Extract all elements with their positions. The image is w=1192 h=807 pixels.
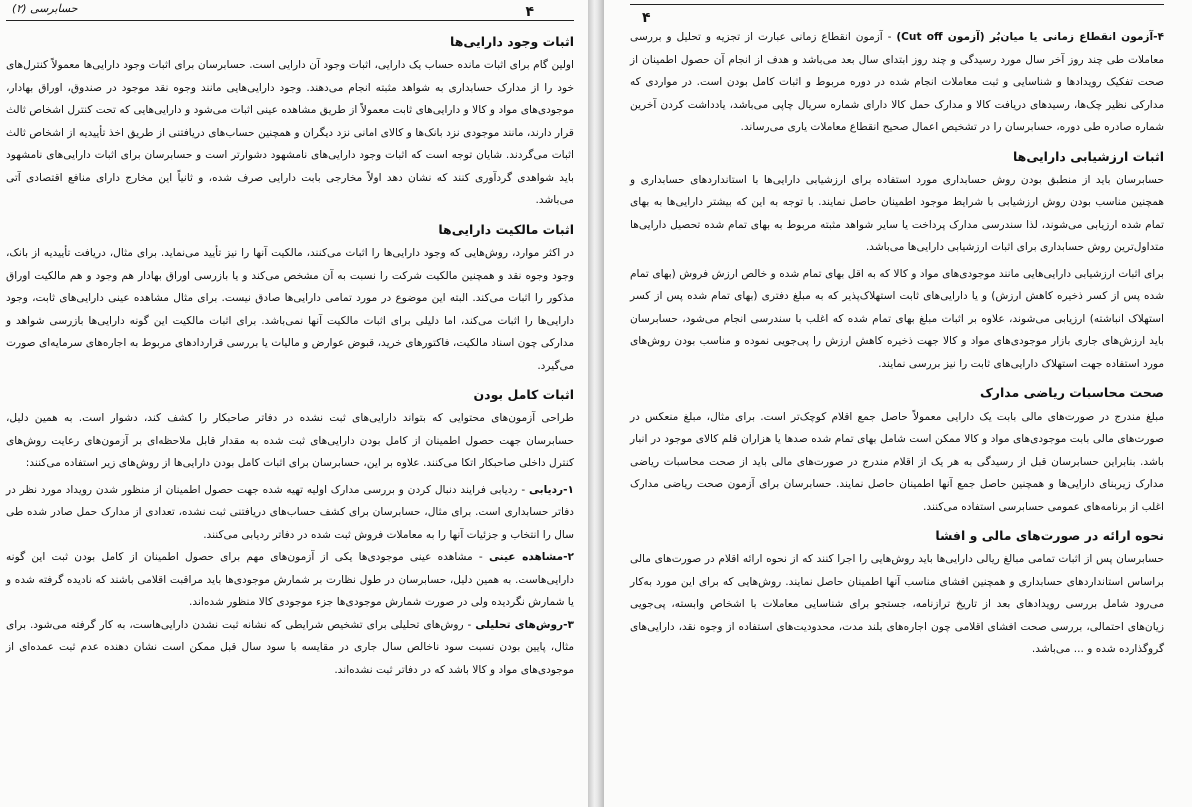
paragraph-ownership: در اکثر موارد، روش‌هایی که وجود دارایی‌ها را اثبات می‌کنند، مالکیت آنها را نیز تأیید می‌نماید. برای مثال، دریافت تأییدیه از بانک، وجود وجوه نقد و همچنین مالکیت شرکت را نسبت به آن مشخص می‌کند و یا بازرسی اوراق بهادار هم وجود و هم مالکیت اوراق مذکور را اثبات می‌کند. البته این موضوع در مورد تمامی دارایی‌ها صادق نیست. برای مثال مشاهده عینی دارایی‌های ثابت، وجود دارایی‌ها را اثبات می‌کند، اما دلیلی برای اثبات مالکیت آنها نمی‌باشد. برای اثبات مالکیت این گونه دارایی‌ها بازرسی شواهد و مدارکی چون اسناد مالکیت، فاکتورهای خرید، قبوض عوارض و مالیات یا بررسی قراردادهای مربوط به اجاره‌های سرمایه‌ای صورت می‌گیرد. [6,247,574,372]
section-title-presentation: نحوه ارائه در صورت‌های مالی و افشا [935,528,1164,543]
section-title-accuracy: صحت محاسبات ریاضی مدارک [979,385,1164,401]
list-item-label: ۳-روش‌های تحلیلی [475,618,574,631]
list-item-label: ۴-آزمون انقطاع زمانی یا میان‌بُر (آزمون Cut off) [896,31,1164,43]
paragraph-existence: اولین گام برای اثبات مانده حساب یک دارایی، اثبات وجود آن دارایی است. حسابرسان برای اثبات وجود دارایی‌ها معمولاً کنترل‌های خود را از مدارک حسابداری به شواهد مثبته انجام می‌دهند. وجود دارایی‌هایی مانند وجوه نقد موجود در صندوق، اوراق بهادار، موجودی‌های مواد و کالا و دارایی‌های ثابت معمولاً از طریق مشاهده عینی اثبات می‌شود و دارایی‌هایی که تحت کنترل اشخاص ثالث قرار دارند، مانند موجودی نزد بانک‌ها و کالای امانی نزد دیگران و همچنین حساب‌های دریافتنی از طریق اخذ تأییدیه از اشخاص ثالث اثبات می‌گردند. شایان توجه است که اثبات وجود دارایی‌های نامشهود دشوارتر است و حسابرسان برای اثبات دارایی‌های نامشهود باید شواهدی گردآوری کنند که نشان دهد اولاً مخارجی بابت دارایی صرف شده، و ثانیاً این مخارج دارای منافع اقتصادی آتی می‌باشد. [6,59,574,207]
list-item-text: - روش‌های تحلیلی برای تشخیص شرایطی که نشانه ثبت نشدن دارایی‌هاست، به کار گرفته می‌شود. برای مثال، پایین بودن نسبت سود ناخالص سال جاری در مقایسه با سود سال قبل ممکن است نشان دهنده عدم ثبت عمده‌ای از موجودی‌های مواد و کالا باشد که در دفاتر ثبت نشده‌اند. [6,618,574,676]
section-title-existence: اثبات وجود دارایی‌ها [450,34,574,49]
page-header [6,0,574,26]
section-title-valuation: اثبات ارزشیابی دارایی‌ها [1012,148,1164,164]
book-gutter [588,0,604,807]
list-item-tracing [6,479,574,547]
header-rule [630,4,1164,5]
page-number: ۴ [642,10,651,26]
paragraph-accuracy: مبلغ مندرج در صورت‌های مالی بابت یک دارایی معمولاً حاصل جمع اقلام کوچک‌تر است. برای مثال، مبلغ منعکس در صورت‌های مالی بابت موجودی‌های مواد و کالا ممکن است شامل بهای تمام شده صدها یا هزاران قلم کالای موجود در انبار باشد. بنابراین حسابرسان قبل از رسیدگی به هر یک از اقلام مندرج در صورت‌های مالی باید از صحت محاسبات ریاضی مدارک زیربنای دارایی‌ها و همچنین حاصل جمع آنها اطمینان حاصل نمایند. حسابرسان برای آزمون صحت ریاضی مدارک اغلب از برنامه‌های عمومی حسابرسی استفاده می‌کنند. [630,410,1164,513]
list-item-analytical [6,614,574,682]
running-head: حسابرسی (۲) [12,2,78,15]
list-item-text: - آزمون انقطاع زمانی عبارت از تجزیه و تحلیل و بررسی معاملات طی چند روز آخر سال مورد رسیدگی و چند روز ابتدای سال بعد می‌باشد و هدف از انجام آن حصول اطمینان از صحت تفکیک رویدادها و شناسایی و ثبت معاملات انجام شده در دوره مربوط و اثبات کامل بودن است. در مواردی که مدارکی نظیر چک‌ها، رسیدهای دریافت کالا و مدارک حمل کالا دارای شماره سریال چاپی می‌باشد، یادداشت کردن آخرین شماره صادره طی دوره، حسابرسان را در تشخیص اعمال صحیح انقطاع معاملات یاری می‌رساند. [630,31,1164,133]
list-item-text: - مشاهده عینی موجودی‌ها یکی از آزمون‌های مهم برای حصول اطمینان از کامل بودن ثبت این گونه دارایی‌هاست. به همین دلیل، حسابرسان در طول نظارت بر شمارش موجودی‌ها باید مراقبت اقلامی باشند که نادیده گرفته شده و یا شمارش نگردیده ولی در صورت شمارش موجودی‌ها جزء موجودی کالا منظور شده‌اند. [6,551,574,609]
section-title-completeness: اثبات کامل بودن [473,387,574,402]
paragraph-valuation-2: برای اثبات ارزشیابی دارایی‌هایی مانند موجودی‌های مواد و کالا که به اقل بهای تمام شده و خالص ارزش فروش (بهای تمام شده پس از کسر ذخیره کاهش ارزش) و یا دارایی‌های ثابت استهلاک‌پذیر که به مبلغ دفتری (بهای تمام شده پس از کسر استهلاک انباشته) ارزیابی می‌شوند، علاوه بر اثبات مبلغ بهای تمام شده که اغلب با سندرسی انجام می‌شود، حسابرسان باید ارزش‌های جاری بازار موجودی‌های مواد و کالا جهت ذخیره کاهش ارزش را پی‌جویی نموده و مناسب بودن روش‌های مورد استفاده جهت استهلاک دارایی‌های ثابت را نیز بررسی نمایند. [630,267,1164,370]
header-rule [6,20,574,21]
paragraph-presentation: حسابرسان پس از اثبات تمامی مبالغ ریالی دارایی‌ها باید روش‌هایی را اجرا کنند که از نحوه ارائه اقلام در صورت‌های مالی براساس استانداردهای حسابداری و همچنین افشای مناسب آنها اطمینان حاصل نمایند. روش‌هایی که برای این مورد به‌کار می‌رود شامل بررسی رویدادهای بعد از تاریخ ترازنامه، جستجو برای شناسایی معاملات با اشخاص وابسته، پی‌جویی زیان‌های احتمالی، بررسی صحت افشای اقلامی چون اجاره‌های بلند مدت، محدودیت‌های استفاده از وجوه نقد، دارایی‌های گروگذارده شده و ... می‌باشد. [630,553,1164,656]
left-page [0,0,588,807]
list-item-observation [6,546,574,614]
page-header [630,0,1164,26]
list-item-label: ۱-ردیابی [528,483,574,496]
page-number: ۴ [525,4,534,20]
list-item-label: ۲-مشاهده عینی [488,551,574,564]
list-item-cutoff [630,26,1164,139]
list-item-text: - ردیابی فرایند دنبال کردن و بررسی مدارک اولیه تهیه شده جهت حصول اطمینان از منظور شدن رویداد مورد نظر در دفاتر حسابداری است. برای مثال، حسابرسان برای کشف حساب‌های دریافتنی ثبت نشده، تعدادی از مدارک حمل صادر شده طی سال را انتخاب و جزئیات آنها را به معاملات فروش ثبت شده در دفاتر ردیابی می‌کنند. [6,483,574,541]
right-page [604,0,1192,807]
paragraph-valuation-1: حسابرسان باید از منطبق بودن روش حسابداری مورد استفاده برای ارزشیابی دارایی‌ها با استانداردهای حسابداری و همچنین مناسب بودن روش ارزشیابی با شرایط موجود اطمینان حاصل نمایند. با توجه به این که بیشتر دارایی‌ها به بهای تمام شده ارزیابی می‌شوند، لذا سندرسی مدارک پرداخت یا سایر شواهد مثبته مربوط به بهای تمام شده تحصیل دارایی‌ها متداول‌ترین روش حسابداری برای اثبات ارزشیابی دارایی‌ها می‌باشد. [630,173,1164,254]
section-title-ownership: اثبات مالکیت دارایی‌ها [438,221,574,237]
paragraph-completeness: طراحی آزمون‌های محتوایی که بتواند دارایی‌های ثبت نشده در دفاتر صاحبکار را کشف کند، دشوار است. به همین دلیل، حسابرسان جهت حصول اطمینان از کامل بودن دارایی‌های ثبت شده به مقدار قابل ملاحظه‌ای بر آزمون‌های رعایت روش‌های کنترل داخلی صاحبکار اتکا می‌کنند. علاوه بر این، حسابرسان برای اثبات کامل بودن دارایی‌ها از روش‌های زیر استفاده می‌کنند: [6,412,574,470]
